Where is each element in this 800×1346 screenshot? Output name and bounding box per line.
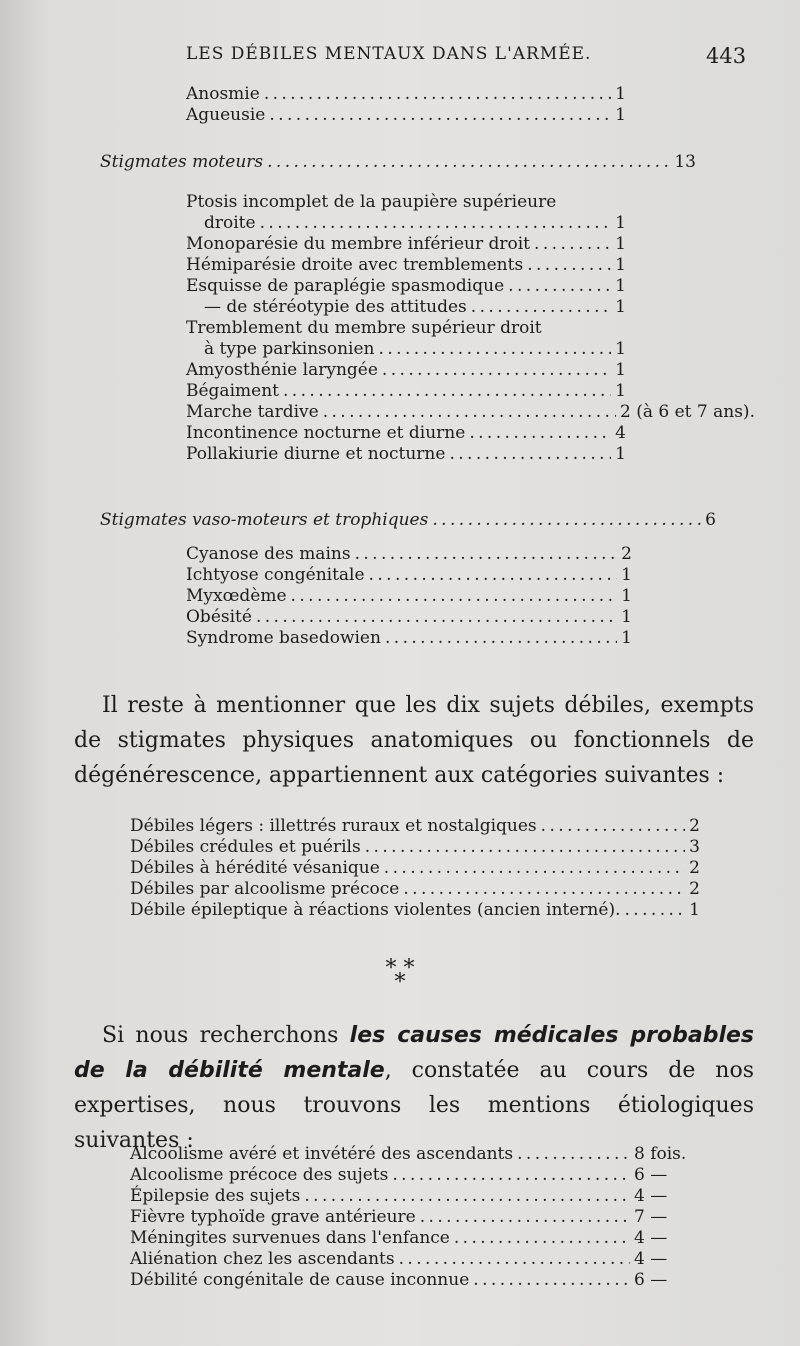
sensory-stigmata-list [186,84,626,126]
list-item: Débiles par alcoolisme précoce . . . 2 [130,879,700,900]
list-item: à type parkinsonien . . . 1 [186,339,626,360]
list-item: Monoparésie du membre inférieur droit . . . 1 [186,234,626,255]
list-item: Esquisse de paraplégie spasmodique . . . 1 [186,276,626,297]
list-item: Fièvre typhoïde grave antérieure . . . 7 — [130,1207,690,1228]
list-item: Débiles crédules et puérils . . . 3 [130,837,700,858]
list-item: Obésité . . . 1 [186,607,632,628]
debile-categories-list [130,816,700,921]
list-item: Syndrome basedowien . . . 1 [186,628,632,649]
list-item: droite . . . 1 [186,213,626,234]
list-item: Amyosthénie laryngée . . . 1 [186,360,626,381]
list-item: Débiles légers : illettrés ruraux et nostalgiques . . . 2 [130,816,700,837]
list-item: Tremblement du membre supérieur droit [186,318,542,338]
list-item: Bégaiment . . . 1 [186,381,626,402]
running-head: LES DÉBILES MENTAUX DANS L'ARMÉE. [186,44,592,64]
list-item: Débile épileptique à réactions violentes (ancien interné). . . . 1 [130,900,700,921]
emphasis-text: les causes médicales probables de la débilité mentale [74,1023,754,1083]
etiology-list [130,1144,690,1291]
list-item: Anosmie . . . 1 [186,84,626,105]
list-item: Débilité congénitale de cause inconnue . . . 6 — [130,1270,690,1291]
list-item: Pollakiurie diurne et nocturne . . . 1 [186,444,626,465]
list-item: Hémiparésie droite avec tremblements . . . 1 [186,255,626,276]
vasomotor-stigmata-list [186,544,632,649]
list-item: Myxœdème . . . 1 [186,586,632,607]
paragraph-medical-causes: Si nous recherchons les causes médicales probables de la débilité mentale, constatée au cours de nos expertises, nous trouvons les mentions étiologiques suivantes : [74,1023,754,1153]
paragraph-exempt-subjects: Il reste à mentionner que les dix sujets débiles, exempts de stigmates physiques anatomiques ou fonctionnels de dégénérescence, appartiennent aux catégories suivantes : [74,693,754,788]
list-item: Marche tardive . . . 2 (à 6 et 7 ans). [186,402,756,423]
motor-stigmata-list [186,192,755,465]
list-item: Débiles à hérédité vésanique . . . 2 [130,858,700,879]
list-item: Agueusie . . . 1 [186,105,626,126]
list-item: Aliénation chez les ascendants . . . 4 — [130,1249,690,1270]
page-number: 443 [706,44,747,68]
list-item: Ichtyose congénitale . . . 1 [186,565,632,586]
category-vasomotor: Stigmates vaso-moteurs et trophiques . . . 6 [100,510,716,530]
asterism: * * * [385,956,415,995]
list-item: — de stéréotypie des attitudes . . . 1 [186,297,626,318]
list-item: Épilepsie des sujets . . . 4 — [130,1186,690,1207]
list-item: Cyanose des mains . . . 2 [186,544,632,565]
category-motor: Stigmates moteurs . . . 13 [100,152,696,172]
list-item: Ptosis incomplet de la paupière supérieure [186,192,557,212]
list-item: Méningites survenues dans l'enfance . . . 4 — [130,1228,690,1249]
list-item: Alcoolisme avéré et invétéré des ascendants . . . 8 fois. [130,1144,690,1165]
list-item: Alcoolisme précoce des sujets . . . 6 — [130,1165,690,1186]
list-item: Incontinence nocturne et diurne . . . 4 [186,423,626,444]
